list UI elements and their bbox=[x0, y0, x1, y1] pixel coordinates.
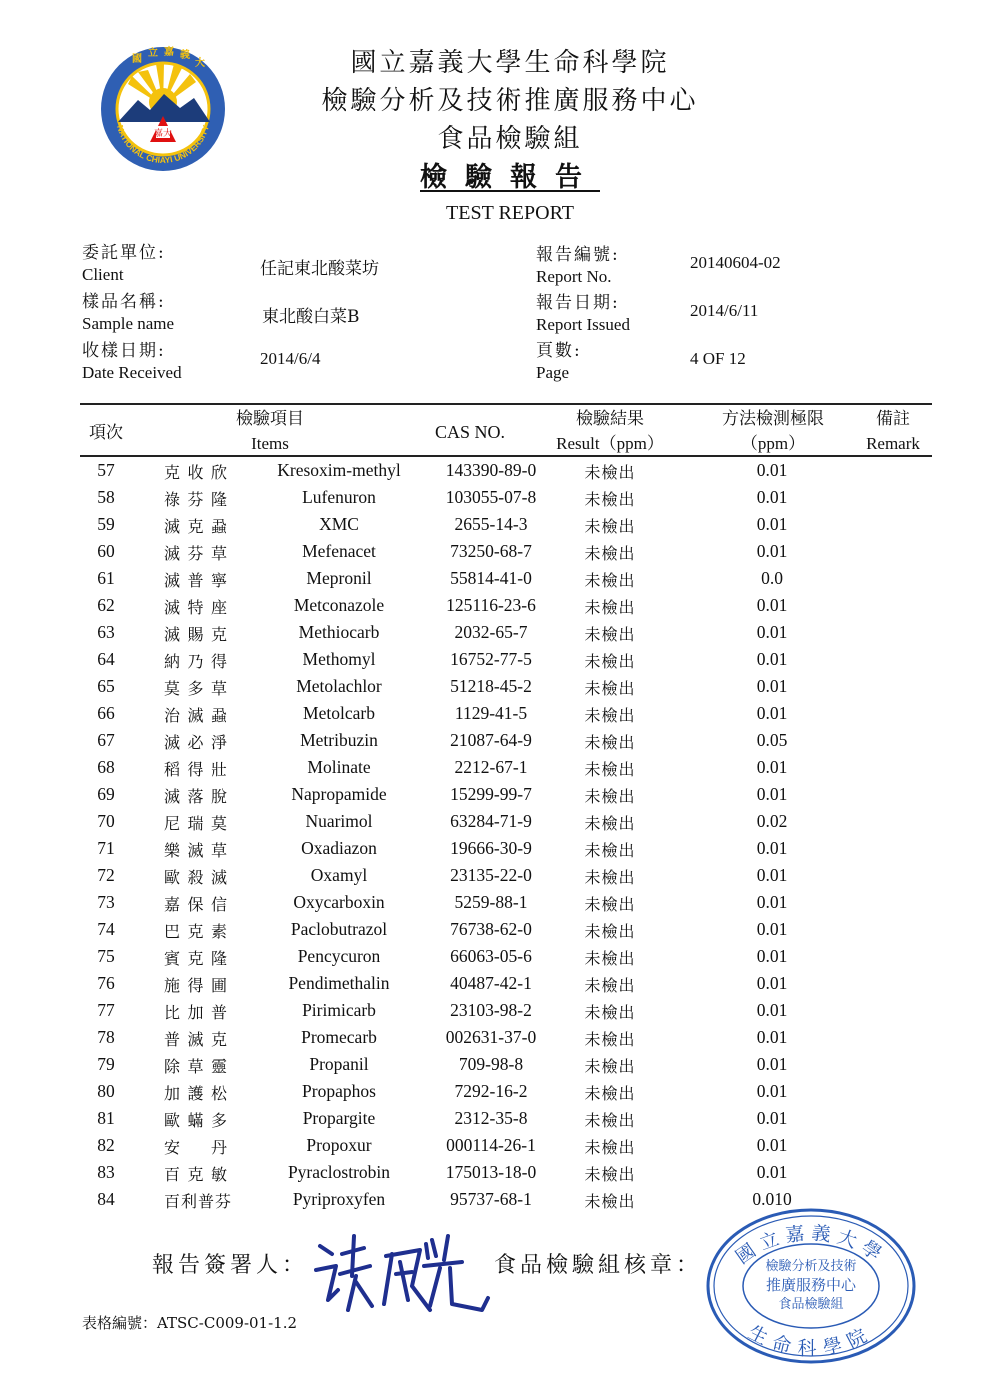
row-result: 未檢出 bbox=[584, 841, 636, 860]
row-item: Paclobutrazol bbox=[290, 919, 388, 939]
row-item: Propanil bbox=[309, 1054, 369, 1074]
header-items: 檢驗項目 Items bbox=[236, 409, 304, 453]
row-cas-no: 5259-88-1 bbox=[454, 892, 528, 912]
table-row bbox=[80, 620, 932, 647]
row-number: 74 bbox=[97, 919, 115, 939]
row-number: 65 bbox=[97, 676, 115, 696]
row-name-zh: 安丹 bbox=[164, 1138, 228, 1157]
row-limit: 0.01 bbox=[756, 1000, 788, 1020]
row-cas-no: 000114-26-1 bbox=[446, 1135, 536, 1155]
row-number: 82 bbox=[97, 1135, 115, 1155]
row-name-zh: 百克敏 bbox=[164, 1165, 228, 1184]
table-row bbox=[80, 836, 932, 863]
table-row bbox=[80, 782, 932, 809]
row-result: 未檢出 bbox=[584, 463, 636, 482]
row-limit: 0.01 bbox=[756, 460, 788, 480]
row-cas-no: 16752-77-5 bbox=[450, 649, 532, 669]
row-item: Pirimicarb bbox=[302, 1000, 376, 1020]
table-row bbox=[80, 566, 932, 593]
row-limit: 0.01 bbox=[756, 1054, 788, 1074]
client-value: 任記東北酸菜坊 bbox=[260, 259, 379, 279]
row-item: Metolachlor bbox=[296, 676, 382, 696]
row-number: 75 bbox=[97, 946, 115, 966]
row-limit: 0.01 bbox=[756, 757, 788, 777]
row-result: 未檢出 bbox=[584, 1138, 636, 1157]
row-number: 60 bbox=[97, 541, 115, 561]
row-name-zh: 歐殺滅 bbox=[164, 868, 228, 887]
row-name-zh: 比加普 bbox=[164, 1003, 228, 1022]
row-name-zh: 百利普芬 bbox=[164, 1192, 233, 1211]
row-item: Pendimethalin bbox=[288, 973, 390, 993]
row-result: 未檢出 bbox=[584, 787, 636, 806]
svg-text:檢驗分析及技術: 檢驗分析及技術 bbox=[765, 1259, 857, 1274]
table-row bbox=[80, 701, 932, 728]
row-number: 62 bbox=[97, 595, 115, 615]
table-row bbox=[80, 809, 932, 836]
row-limit: 0.01 bbox=[756, 514, 788, 534]
row-number: 79 bbox=[97, 1054, 115, 1074]
row-number: 59 bbox=[97, 514, 115, 534]
row-cas-no: 709-98-8 bbox=[458, 1054, 524, 1074]
table-row bbox=[80, 458, 932, 485]
row-cas-no: 66063-05-6 bbox=[450, 946, 532, 966]
row-name-zh: 滅特座 bbox=[164, 598, 228, 617]
table-row bbox=[80, 917, 932, 944]
row-cas-no: 125116-23-6 bbox=[446, 595, 536, 615]
row-name-zh: 滅必淨 bbox=[164, 733, 228, 752]
row-limit: 0.01 bbox=[756, 1027, 788, 1047]
row-item: Napropamide bbox=[291, 784, 387, 804]
svg-text:食品檢驗組: 食品檢驗組 bbox=[778, 1297, 844, 1312]
table-row bbox=[80, 593, 932, 620]
row-result: 未檢出 bbox=[584, 1003, 636, 1022]
row-item: Mefenacet bbox=[302, 541, 376, 561]
table-row bbox=[80, 1106, 932, 1133]
row-number: 78 bbox=[97, 1027, 115, 1047]
table-top-rule bbox=[80, 403, 932, 405]
row-item: Pencycuron bbox=[297, 946, 381, 966]
row-name-zh: 滅普寧 bbox=[164, 571, 228, 590]
row-cas-no: 23135-22-0 bbox=[450, 865, 532, 885]
svg-text:嘉: 嘉 bbox=[164, 47, 174, 58]
row-result: 未檢出 bbox=[584, 895, 636, 914]
table-row bbox=[80, 1025, 932, 1052]
division-name: 食品檢驗組 bbox=[437, 124, 583, 154]
row-cas-no: 2212-67-1 bbox=[454, 757, 528, 777]
header-result: 檢驗結果 Result（ppm） bbox=[556, 409, 664, 453]
table-row bbox=[80, 863, 932, 890]
row-result: 未檢出 bbox=[584, 1057, 636, 1076]
row-limit: 0.010 bbox=[752, 1189, 792, 1209]
row-number: 70 bbox=[97, 811, 115, 831]
row-item: Propoxur bbox=[306, 1135, 372, 1155]
row-limit: 0.01 bbox=[756, 865, 788, 885]
center-name: 檢驗分析及技術推廣服務中心 bbox=[321, 86, 699, 116]
row-result: 未檢出 bbox=[584, 1111, 636, 1130]
table-row bbox=[80, 1052, 932, 1079]
table-row bbox=[80, 1133, 932, 1160]
report-no-label: 報告編號: Report No. bbox=[536, 245, 620, 287]
row-cas-no: 73250-68-7 bbox=[450, 541, 532, 561]
row-result: 未檢出 bbox=[584, 625, 636, 644]
table-row bbox=[80, 998, 932, 1025]
row-item: Oxamyl bbox=[310, 865, 368, 885]
row-cas-no: 23103-98-2 bbox=[450, 1000, 532, 1020]
handwritten-signature bbox=[312, 1226, 502, 1321]
row-cas-no: 63284-71-9 bbox=[450, 811, 532, 831]
row-name-zh: 巴克素 bbox=[164, 922, 228, 941]
results-table-body bbox=[80, 458, 932, 1214]
svg-text:國立嘉義大學: 國立嘉義大學 bbox=[731, 1222, 891, 1269]
row-number: 76 bbox=[97, 973, 115, 993]
header-remark: 備註 Remark bbox=[866, 409, 920, 453]
row-limit: 0.02 bbox=[756, 811, 788, 831]
row-cas-no: 55814-41-0 bbox=[450, 568, 532, 588]
row-result: 未檢出 bbox=[584, 976, 636, 995]
institution-name: 國立嘉義大學生命科學院 bbox=[350, 48, 670, 78]
row-result: 未檢出 bbox=[584, 517, 636, 536]
row-limit: 0.01 bbox=[756, 1135, 788, 1155]
row-number: 57 bbox=[97, 460, 115, 480]
row-name-zh: 歐蟎多 bbox=[164, 1111, 228, 1130]
row-cas-no: 7292-16-2 bbox=[454, 1081, 528, 1101]
row-item: Nuarimol bbox=[305, 811, 373, 831]
signer-label: 報告簽署人： bbox=[152, 1253, 309, 1278]
row-limit: 0.01 bbox=[756, 946, 788, 966]
seal-label: 食品檢驗組核章： bbox=[494, 1253, 703, 1278]
header-limit: 方法檢測極限 （ppm） bbox=[722, 409, 824, 453]
university-seal-logo bbox=[98, 44, 228, 174]
row-name-zh: 尼瑞莫 bbox=[164, 814, 228, 833]
row-result: 未檢出 bbox=[584, 1030, 636, 1049]
row-number: 71 bbox=[97, 838, 115, 858]
row-limit: 0.0 bbox=[761, 568, 783, 588]
row-name-zh: 克收欣 bbox=[164, 463, 228, 482]
row-name-zh: 施得圃 bbox=[164, 976, 228, 995]
row-number: 83 bbox=[97, 1162, 115, 1182]
form-number: 表格編號：ATSC-C009-01-1.2 bbox=[82, 1314, 298, 1332]
table-row bbox=[80, 485, 932, 512]
row-cas-no: 175013-18-0 bbox=[445, 1162, 537, 1182]
row-result: 未檢出 bbox=[584, 1192, 636, 1211]
table-row bbox=[80, 1160, 932, 1187]
row-item: Methomyl bbox=[302, 649, 376, 669]
row-item: Molinate bbox=[307, 757, 371, 777]
row-limit: 0.01 bbox=[756, 703, 788, 723]
row-item: Lufenuron bbox=[302, 487, 376, 507]
row-item: Pyraclostrobin bbox=[287, 1162, 391, 1182]
row-name-zh: 祿芬隆 bbox=[164, 490, 228, 509]
table-header-rule bbox=[80, 455, 932, 457]
row-name-zh: 除草靈 bbox=[164, 1057, 228, 1076]
row-name-zh: 稻得壯 bbox=[164, 760, 228, 779]
row-number: 66 bbox=[97, 703, 115, 723]
row-item: Metconazole bbox=[293, 595, 385, 615]
table-row bbox=[80, 1079, 932, 1106]
row-result: 未檢出 bbox=[584, 571, 636, 590]
row-item: Pyriproxyfen bbox=[292, 1189, 386, 1209]
row-cas-no: 143390-89-0 bbox=[445, 460, 537, 480]
row-name-zh: 賓克隆 bbox=[164, 949, 228, 968]
report-no-value: 20140604-02 bbox=[690, 253, 781, 272]
row-item: Oxycarboxin bbox=[293, 892, 385, 912]
row-cas-no: 002631-37-0 bbox=[445, 1027, 537, 1047]
row-item: Methiocarb bbox=[298, 622, 380, 642]
row-name-zh: 治滅蝨 bbox=[164, 706, 228, 725]
page-value: 4 OF 12 bbox=[690, 349, 746, 368]
svg-text:國: 國 bbox=[132, 54, 142, 65]
row-result: 未檢出 bbox=[584, 922, 636, 941]
row-result: 未檢出 bbox=[584, 490, 636, 509]
row-result: 未檢出 bbox=[584, 1165, 636, 1184]
report-issued-value: 2014/6/11 bbox=[690, 301, 759, 320]
row-number: 77 bbox=[97, 1000, 115, 1020]
row-name-zh: 莫多草 bbox=[164, 679, 228, 698]
row-item: Oxadiazon bbox=[301, 838, 377, 858]
row-number: 72 bbox=[97, 865, 115, 885]
row-result: 未檢出 bbox=[584, 706, 636, 725]
row-limit: 0.01 bbox=[756, 487, 788, 507]
row-limit: 0.01 bbox=[756, 1162, 788, 1182]
row-item: Metolcarb bbox=[303, 703, 375, 723]
svg-text:生命科學院: 生命科學院 bbox=[744, 1321, 878, 1360]
row-item: Metribuzin bbox=[300, 730, 378, 750]
page-label: 頁數: Page bbox=[536, 341, 582, 383]
table-row bbox=[80, 944, 932, 971]
row-result: 未檢出 bbox=[584, 760, 636, 779]
row-number: 64 bbox=[97, 649, 115, 669]
row-result: 未檢出 bbox=[584, 868, 636, 887]
row-result: 未檢出 bbox=[584, 1084, 636, 1103]
row-cas-no: 103055-07-8 bbox=[445, 487, 537, 507]
row-name-zh: 滅克蝨 bbox=[164, 517, 228, 536]
table-row bbox=[80, 647, 932, 674]
row-cas-no: 15299-99-7 bbox=[450, 784, 532, 804]
row-limit: 0.01 bbox=[756, 541, 788, 561]
svg-text:嘉大: 嘉大 bbox=[153, 129, 173, 139]
inspection-seal-stamp bbox=[704, 1206, 918, 1366]
row-limit: 0.01 bbox=[756, 973, 788, 993]
table-row bbox=[80, 728, 932, 755]
row-item: Propaphos bbox=[302, 1081, 376, 1101]
row-item: Promecarb bbox=[301, 1027, 377, 1047]
svg-text:NATIONAL CHIAYI UNIVERSITY: NATIONAL CHIAYI UNIVERSITY bbox=[115, 123, 211, 166]
row-cas-no: 2032-65-7 bbox=[454, 622, 528, 642]
svg-text:大: 大 bbox=[195, 58, 205, 69]
row-name-zh: 普滅克 bbox=[164, 1030, 228, 1049]
row-limit: 0.05 bbox=[756, 730, 788, 750]
row-name-zh: 嘉保信 bbox=[164, 895, 228, 914]
date-received-value: 2014/6/4 bbox=[260, 349, 321, 368]
row-number: 73 bbox=[97, 892, 115, 912]
table-row bbox=[80, 890, 932, 917]
row-result: 未檢出 bbox=[584, 814, 636, 833]
table-row bbox=[80, 539, 932, 566]
row-result: 未檢出 bbox=[584, 652, 636, 671]
row-name-zh: 納乃得 bbox=[164, 652, 228, 671]
report-issued-label: 報告日期: Report Issued bbox=[536, 293, 630, 335]
table-row bbox=[80, 674, 932, 701]
row-item: Propargite bbox=[302, 1108, 376, 1128]
row-result: 未檢出 bbox=[584, 544, 636, 563]
row-cas-no: 1129-41-5 bbox=[454, 703, 528, 723]
row-cas-no: 21087-64-9 bbox=[450, 730, 532, 750]
row-item: Kresoxim-methyl bbox=[277, 460, 401, 480]
row-limit: 0.01 bbox=[756, 784, 788, 804]
row-item: Mepronil bbox=[306, 568, 372, 588]
row-cas-no: 76738-62-0 bbox=[450, 919, 532, 939]
row-cas-no: 2655-14-3 bbox=[454, 514, 528, 534]
report-title: 檢驗報告 bbox=[420, 162, 600, 193]
row-item: XMC bbox=[319, 514, 359, 534]
row-limit: 0.01 bbox=[756, 649, 788, 669]
row-number: 67 bbox=[97, 730, 115, 750]
row-limit: 0.01 bbox=[756, 919, 788, 939]
row-number: 61 bbox=[97, 568, 115, 588]
table-row bbox=[80, 755, 932, 782]
row-limit: 0.01 bbox=[756, 1108, 788, 1128]
row-number: 80 bbox=[97, 1081, 115, 1101]
row-limit: 0.01 bbox=[756, 622, 788, 642]
row-result: 未檢出 bbox=[584, 679, 636, 698]
report-title-en: TEST REPORT bbox=[446, 202, 574, 224]
row-name-zh: 滅芬草 bbox=[164, 544, 228, 563]
header-no: 項次 bbox=[89, 423, 123, 443]
row-result: 未檢出 bbox=[584, 733, 636, 752]
sample-label: 樣品名稱: Sample name bbox=[82, 292, 175, 334]
client-label: 委託單位: Client bbox=[82, 243, 166, 285]
row-name-zh: 加護松 bbox=[164, 1084, 228, 1103]
date-received-label: 收樣日期: Date Received bbox=[82, 341, 182, 383]
row-cas-no: 19666-30-9 bbox=[450, 838, 532, 858]
row-limit: 0.01 bbox=[756, 838, 788, 858]
row-number: 58 bbox=[97, 487, 115, 507]
sample-value: 東北酸白菜B bbox=[262, 307, 360, 327]
header-cas: CAS NO. bbox=[434, 422, 505, 442]
row-limit: 0.01 bbox=[756, 595, 788, 615]
row-result: 未檢出 bbox=[584, 598, 636, 617]
svg-text:立: 立 bbox=[148, 48, 158, 59]
row-cas-no: 2312-35-8 bbox=[454, 1108, 528, 1128]
row-name-zh: 樂滅草 bbox=[164, 841, 228, 860]
svg-text:義: 義 bbox=[180, 50, 190, 61]
row-limit: 0.01 bbox=[756, 1081, 788, 1101]
row-number: 63 bbox=[97, 622, 115, 642]
row-limit: 0.01 bbox=[756, 676, 788, 696]
row-cas-no: 51218-45-2 bbox=[450, 676, 532, 696]
row-number: 69 bbox=[97, 784, 115, 804]
row-cas-no: 95737-68-1 bbox=[450, 1189, 532, 1209]
svg-text:推廣服務中心: 推廣服務中心 bbox=[765, 1276, 857, 1294]
row-result: 未檢出 bbox=[584, 949, 636, 968]
table-row bbox=[80, 512, 932, 539]
row-limit: 0.01 bbox=[756, 892, 788, 912]
row-number: 68 bbox=[97, 757, 115, 777]
table-row bbox=[80, 971, 932, 998]
row-cas-no: 40487-42-1 bbox=[450, 973, 532, 993]
row-name-zh: 滅賜克 bbox=[164, 625, 228, 644]
row-number: 81 bbox=[97, 1108, 115, 1128]
row-number: 84 bbox=[97, 1189, 115, 1209]
row-name-zh: 滅落脫 bbox=[164, 787, 228, 806]
